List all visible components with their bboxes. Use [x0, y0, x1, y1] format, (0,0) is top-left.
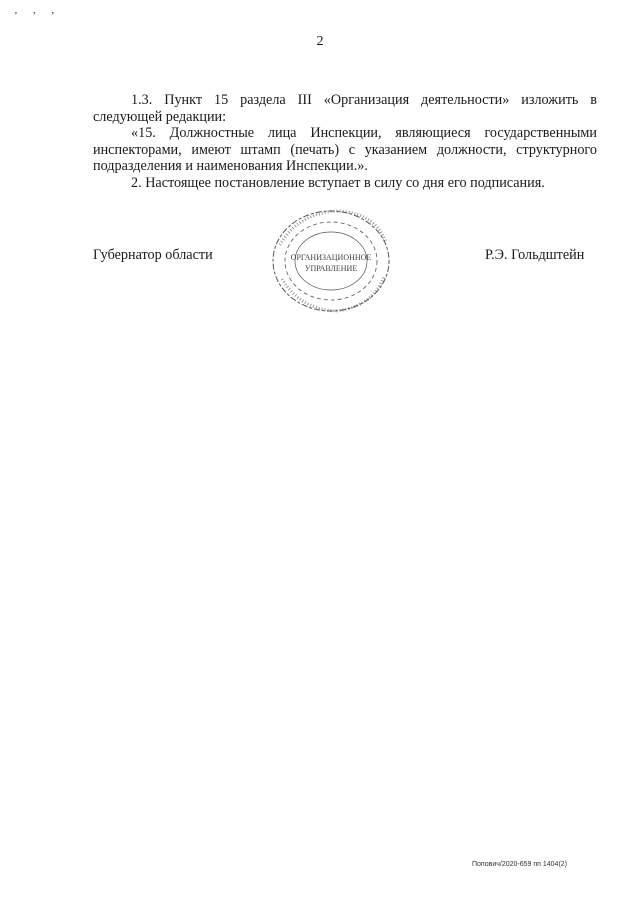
scan-specks: ʼ ʼ ʼ — [14, 10, 61, 22]
paragraph-quote-15: «15. Должностные лица Инспекции, являющиеся государственными инспекторами, имеют штамп (печать) с указанием должности, структурного подразделения и наименования Инспекции.». — [93, 125, 597, 174]
signer-name: Р.Э. Гольдштейн — [485, 247, 585, 263]
signer-position: Губернатор области — [93, 247, 213, 263]
document-body — [93, 92, 597, 191]
seal-text-line2: УПРАВЛЕНИЕ — [304, 264, 358, 273]
page-number: 2 — [316, 34, 324, 49]
paragraph-1-3: 1.3. Пункт 15 раздела III «Организация деятельности» изложить в следующей редакции: — [93, 92, 597, 125]
seal-text-line1: ОРГАНИЗАЦИОННОЕ — [290, 253, 372, 262]
footer-document-code: Попович/2020-659 пп 1404(2) — [472, 861, 568, 868]
paragraph-2: 2. Настоящее постановление вступает в силу со дня его подписания. — [131, 174, 545, 191]
official-seal-icon — [268, 205, 398, 317]
